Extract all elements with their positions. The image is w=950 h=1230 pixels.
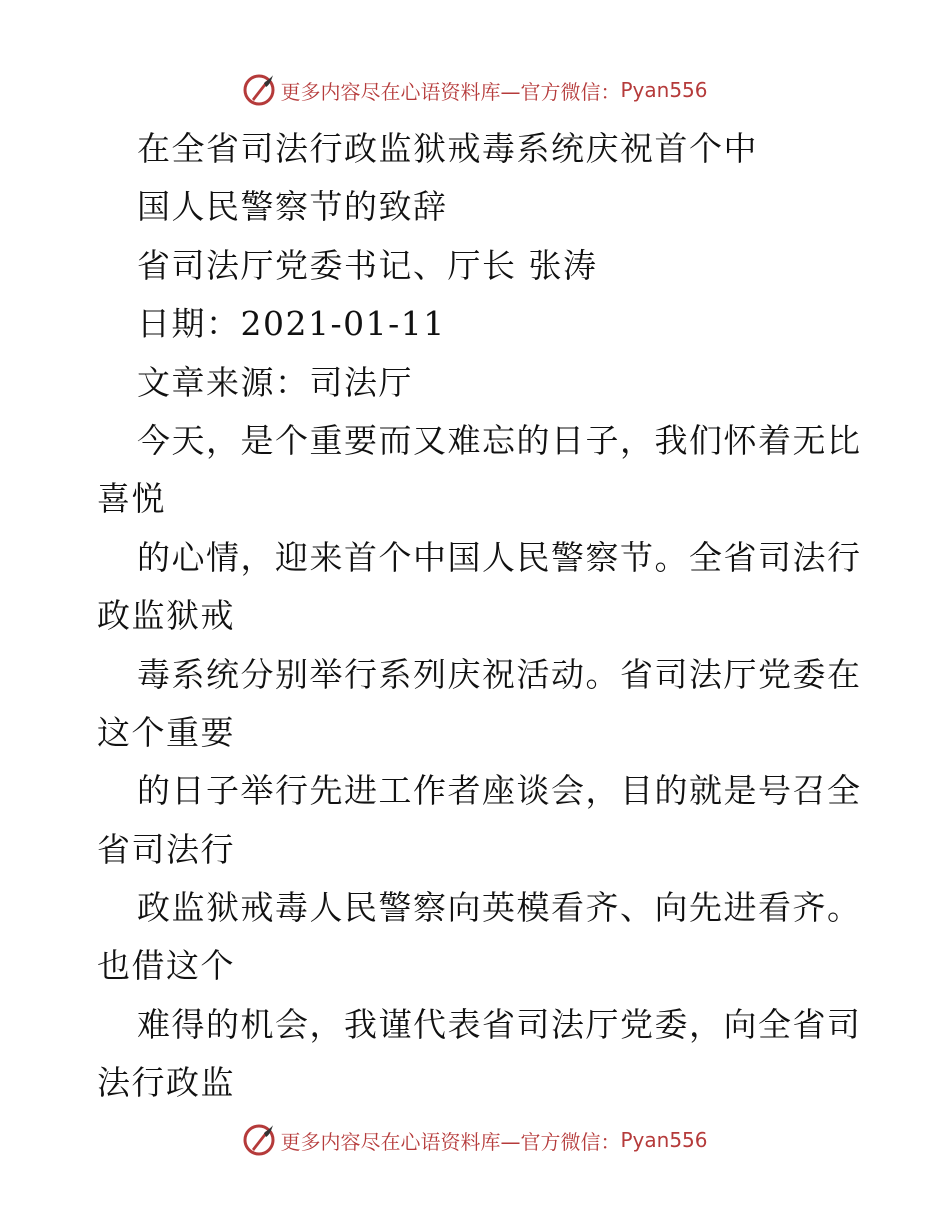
paragraph-line: 的日子举行先进工作者座谈会，目的就是号召全 [137, 771, 862, 811]
paragraph-line: 喜悦 [97, 479, 166, 519]
paragraph-line: 毒系统分别举行系列庆祝活动。省司法厅党委在 [137, 654, 862, 694]
title-line-1: 在全省司法行政监狱戒毒系统庆祝首个中 [137, 129, 758, 168]
quill-logo-icon [242, 73, 276, 107]
source-line: 文章来源：司法厅 [137, 362, 413, 402]
author-line: 省司法厅党委书记、厅长 张涛 [137, 245, 598, 285]
paragraph-line: 也借这个 [97, 946, 235, 986]
paragraph-line: 省司法行 [97, 829, 235, 869]
quill-logo-icon [242, 1123, 276, 1157]
paragraph-line: 难得的机会，我谨代表省司法厅党委，向全省司 [137, 1004, 862, 1044]
title-line-2: 国人民警察节的致辞 [137, 187, 448, 227]
paragraph-line: 政监狱戒 [97, 596, 235, 636]
paragraph-line: 法行政监 [97, 1063, 235, 1103]
paragraph-line: 今天，是个重要而又难忘的日子，我们怀着无比 [137, 420, 862, 460]
banner-text: 更多内容尽在心语资料库—官方微信： [280, 79, 621, 104]
footer-watermark-banner [0, 1120, 950, 1160]
paragraph-line: 的心情，迎来首个中国人民警察节。全省司法行 [137, 537, 862, 577]
date-line: 日期：2021-01-11 [137, 304, 446, 344]
paragraph-line: 这个重要 [97, 712, 235, 752]
banner-text: 更多内容尽在心语资料库—官方微信： [280, 1129, 621, 1154]
paragraph-line: 政监狱戒毒人民警察向英模看齐、向先进看齐。 [137, 888, 862, 928]
banner-wechat-id: Pyan556 [620, 1128, 708, 1152]
banner-wechat-id: Pyan556 [620, 78, 708, 102]
document-body [97, 120, 867, 1113]
header-watermark-banner [0, 70, 950, 110]
